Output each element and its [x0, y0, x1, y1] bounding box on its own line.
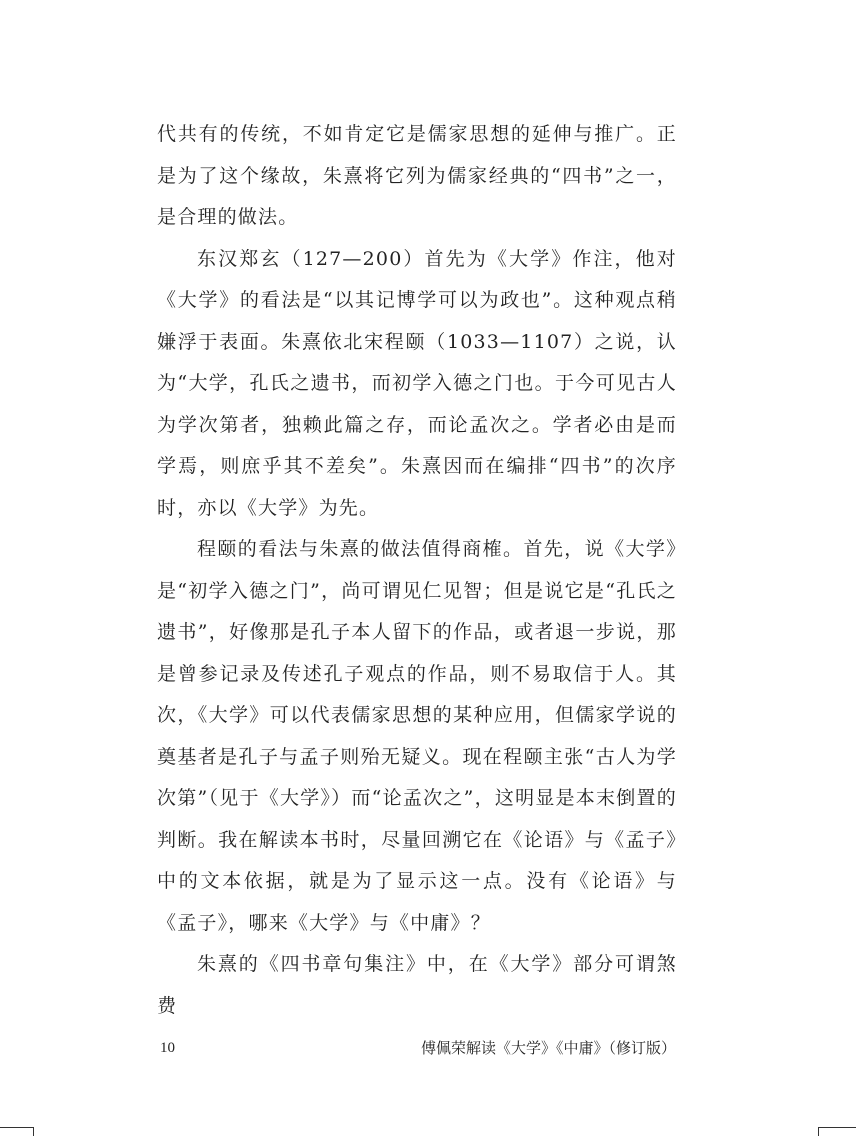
page-number: 10	[160, 1040, 175, 1056]
crop-mark-bottom-right-vertical	[818, 1127, 819, 1136]
main-text	[157, 114, 677, 1027]
paragraph: 程颐的看法与朱熹的做法值得商榷。首先，说《大学》是“初学入德之门”，尚可谓见仁见智；但是说它是“孔氏之遗书”，好像那是孔子本人留下的作品，或者退一步说，那是曾参记录及传述孔子观点的作品，则不易取信于人。其次，《大学》可以代表儒家思想的某种应用，但儒家学说的奠基者是孔子与孟子则殆无疑义。现在程颐主张“古人为学次第”（见于《大学》）而“论孟次之”，这明显是本末倒置的判断。我在解读本书时，尽量回溯它在《论语》与《孟子》中的文本依据，就是为了显示这一点。没有《论语》与《孟子》，哪来《大学》与《中庸》？	[157, 538, 677, 934]
running-title: 傅佩荣解读《大学》《中庸》（修订版）	[420, 1039, 676, 1057]
paragraph: 东汉郑玄（127—200）首先为《大学》作注，他对《大学》的看法是“以其记博学可以为政也”。这种观点稍嫌浮于表面。朱熹依北宋程颐（1033—1107）之说，认为“大学，孔氏之遗书，而初学入德之门也。于今可见古人为学次第者，独赖此篇之存，而论孟次之。学者必由是而学焉，则庶乎其不差矣”。朱熹因而在编排“四书”的次序时，亦以《大学》为先。	[157, 247, 677, 519]
crop-mark-bottom-left-vertical	[33, 1127, 34, 1136]
paragraph: 代共有的传统，不如肯定它是儒家思想的延伸与推广。正是为了这个缘故，朱熹将它列为儒家经典的“四书”之一，是合理的做法。	[157, 123, 677, 228]
crop-mark-bottom-left-horizontal	[0, 1127, 33, 1128]
crop-mark-bottom-right-horizontal	[818, 1127, 856, 1128]
paragraph: 朱熹的《四书章句集注》中，在《大学》部分可谓煞费	[157, 953, 677, 1017]
